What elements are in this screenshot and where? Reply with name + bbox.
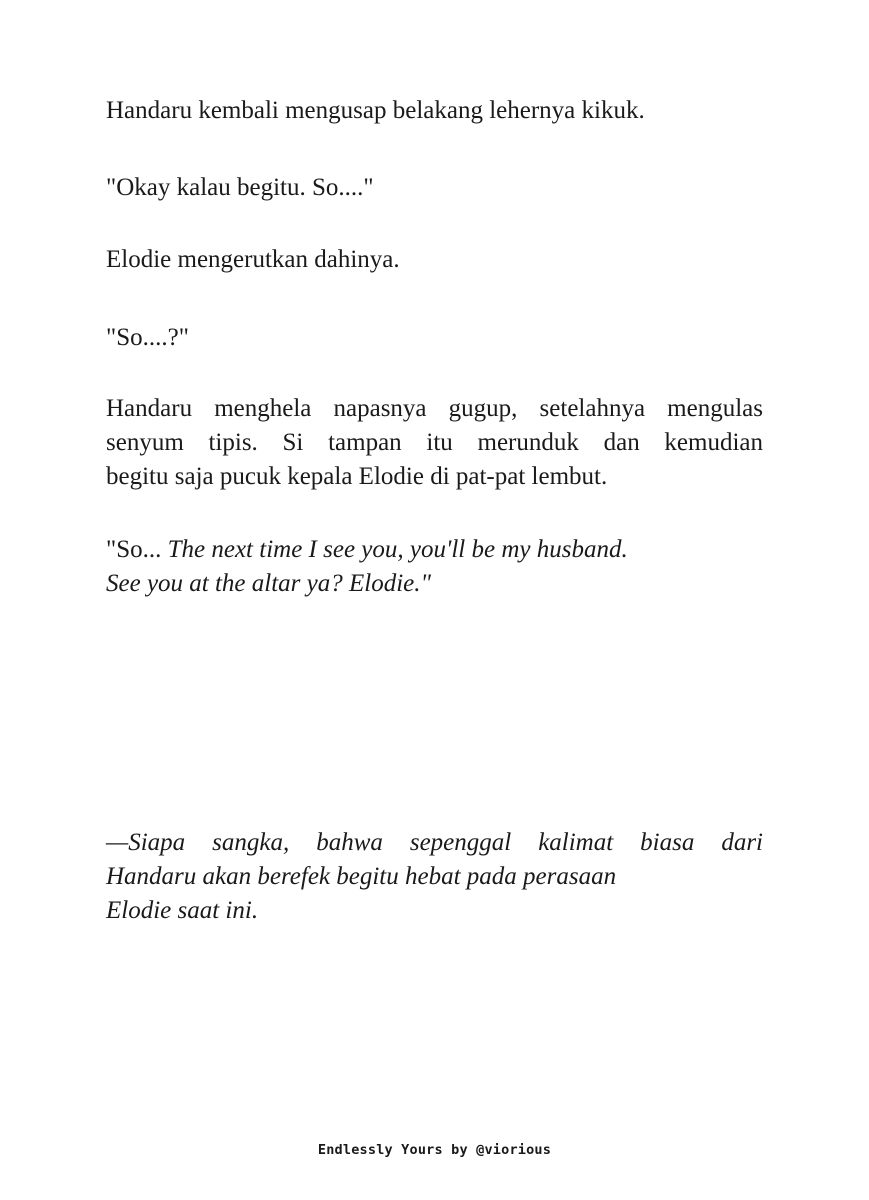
paragraph-5-line-3: begitu saja pucuk kepala Elodie di pat-pat lembut. (106, 463, 608, 490)
paragraph-7 (106, 826, 763, 928)
paragraph-4: "So....?" (106, 324, 189, 351)
paragraph-3: Elodie mengerutkan dahinya. (106, 246, 400, 273)
paragraph-6-prefix: "So... (106, 536, 162, 563)
footer-credit: Endlessly Yours by @viorious (317, 1142, 552, 1158)
paragraph-1: Handaru kembali mengusap belakang lehernya kikuk. (106, 97, 645, 124)
paragraph-5-line-1: Handaru menghela napasnya gugup, setelahnya mengulas (106, 395, 763, 422)
paragraph-6-line-2: See you at the altar ya? Elodie." (106, 570, 431, 597)
paragraph-5 (106, 392, 763, 494)
paragraph-7-line-3: Elodie saat ini. (106, 897, 259, 924)
paragraph-6 (106, 533, 763, 601)
paragraph-7-line-1: —Siapa sangka, bahwa sepenggal kalimat biasa dari (106, 829, 763, 856)
paragraph-7-line-2: Handaru akan berefek begitu hebat pada perasaan (106, 863, 617, 890)
paragraph-6-italic-1: The next time I see you, you'll be my husband. (161, 536, 628, 563)
paragraph-2: "Okay kalau begitu. So...." (106, 174, 374, 201)
paragraph-5-line-2: senyum tipis. Si tampan itu merunduk dan kemudian (106, 429, 763, 456)
paragraph-6-line-1 (106, 533, 763, 567)
